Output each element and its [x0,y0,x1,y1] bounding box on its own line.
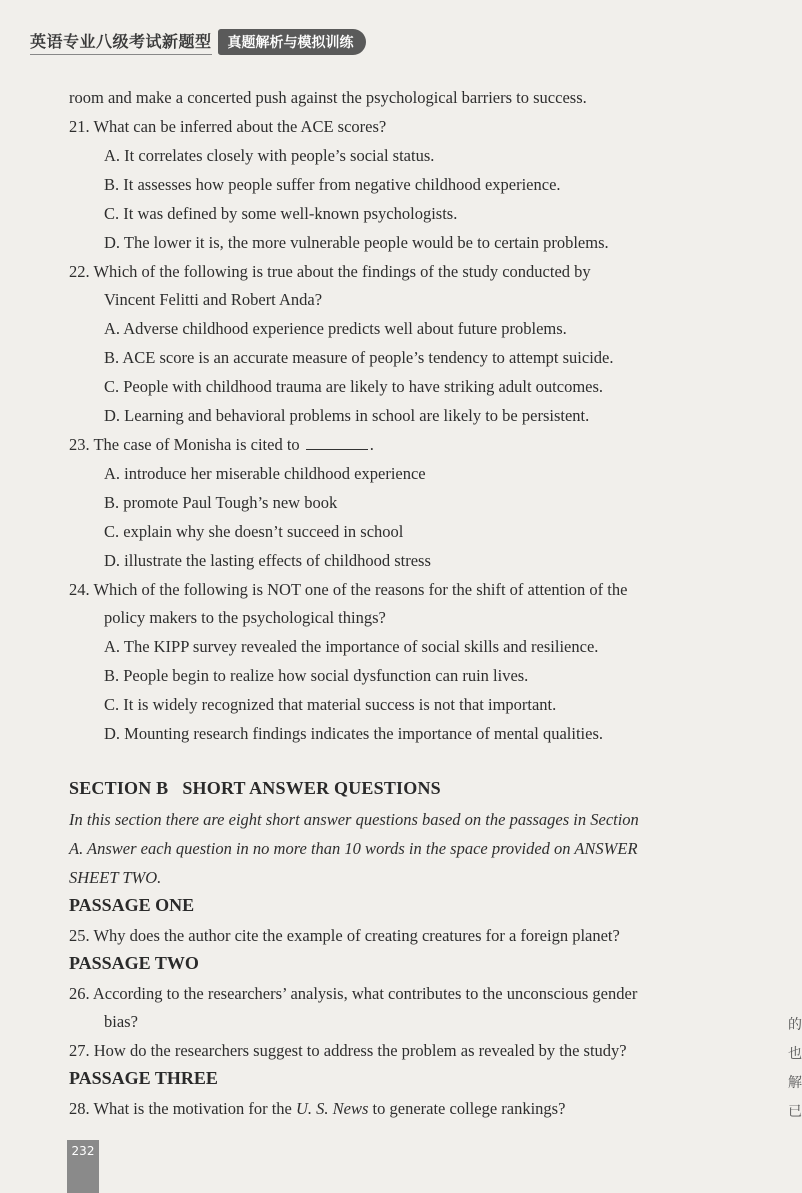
option-23a: A. introduce her miserable childhood experience [104,464,426,483]
question-22-cont: Vincent Felitti and Robert Anda? [104,290,323,309]
question-stem: What can be inferred about the ACE scores? [93,117,387,136]
question-28 [69,1098,565,1120]
margin-glyph: 也 [788,1046,802,1062]
question-stem-end: to generate college rankings? [372,1099,566,1118]
question-25 [69,925,620,947]
question-stem: What is the motivation for the [93,1099,292,1118]
passage-two-heading: PASSAGE TWO [69,953,199,973]
option-22c: C. People with childhood trauma are likely to have striking adult outcomes. [104,377,604,396]
question-number: 23. [69,435,90,454]
option-22d: D. Learning and behavioral problems in school are likely to be persistent. [104,406,590,425]
question-stem: How do the researchers suggest to address the problem as revealed by the study? [93,1041,627,1060]
section-label: SECTION B [69,778,169,798]
option-21c: C. It was defined by some well-known psychologists. [104,204,458,223]
page-number-tab [67,1140,99,1193]
option-22a: A. Adverse childhood experience predicts well about future problems. [104,319,567,338]
page-number: 232 [71,1144,95,1158]
option-24c: C. It is widely recognized that material success is not that important. [104,695,557,714]
question-24 [69,579,627,601]
option-23d: D. illustrate the lasting effects of childhood stress [104,551,431,570]
question-26-cont: bias? [104,1012,138,1031]
option-22b: B. ACE score is an accurate measure of people’s tendency to attempt suicide. [104,348,614,367]
option-21b: B. It assesses how people suffer from negative childhood experience. [104,175,561,194]
question-stem: Which of the following is NOT one of the reasons for the shift of attention of the [93,580,628,599]
question-26 [69,983,637,1005]
section-heading [69,778,455,799]
question-number: 25. [69,926,90,945]
instructions-line-1: In this section there are eight short answer questions based on the passages in Section [69,810,639,829]
question-23 [69,434,374,456]
question-number: 22. [69,262,90,281]
margin-glyph: 已 [788,1104,802,1120]
answer-blank [306,435,368,450]
question-number: 24. [69,580,90,599]
option-23c: C. explain why she doesn’t succeed in school [104,522,404,541]
option-24d: D. Mounting research findings indicates the importance of mental qualities. [104,724,603,743]
question-number: 21. [69,117,90,136]
book-title: 英语专业八级考试新题型 [30,29,212,55]
question-24-cont: policy makers to the psychological things? [104,608,386,627]
instructions-line-2: A. Answer each question in no more than 10 words in the space provided on ANSWER [69,839,638,858]
option-21a: A. It correlates closely with people’s social status. [104,146,435,165]
question-number: 26. [69,984,90,1003]
option-24b: B. People begin to realize how social dysfunction can ruin lives. [104,666,529,685]
book-subtitle-badge: 真题解析与模拟训练 [218,29,366,55]
margin-glyph: 的 [788,1017,802,1033]
question-stem: The case of Monisha is cited to [93,435,300,454]
passage-one-heading: PASSAGE ONE [69,895,195,915]
question-number: 28. [69,1099,90,1118]
publication-name: U. S. News [296,1099,369,1118]
question-21 [69,116,386,138]
running-header [0,24,430,60]
stem-end: . [369,435,374,454]
margin-glyph: 解 [788,1075,802,1091]
option-24a: A. The KIPP survey revealed the importance of social skills and resilience. [104,637,599,656]
continuation-line: room and make a concerted push against the psychological barriers to success. [69,88,587,107]
question-stem: Which of the following is true about the findings of the study conducted by [93,262,591,281]
question-27 [69,1040,627,1062]
question-22 [69,261,591,283]
instructions-line-3: SHEET TWO. [69,868,162,887]
question-stem: Why does the author cite the example of creating creatures for a foreign planet? [93,926,620,945]
section-title: SHORT ANSWER QUESTIONS [182,778,441,798]
question-number: 27. [69,1041,90,1060]
option-23b: B. promote Paul Tough’s new book [104,493,338,512]
question-stem: According to the researchers’ analysis, what contributes to the unconscious gender [92,984,638,1003]
option-21d: D. The lower it is, the more vulnerable people would be to certain problems. [104,233,609,252]
passage-three-heading: PASSAGE THREE [69,1068,218,1088]
